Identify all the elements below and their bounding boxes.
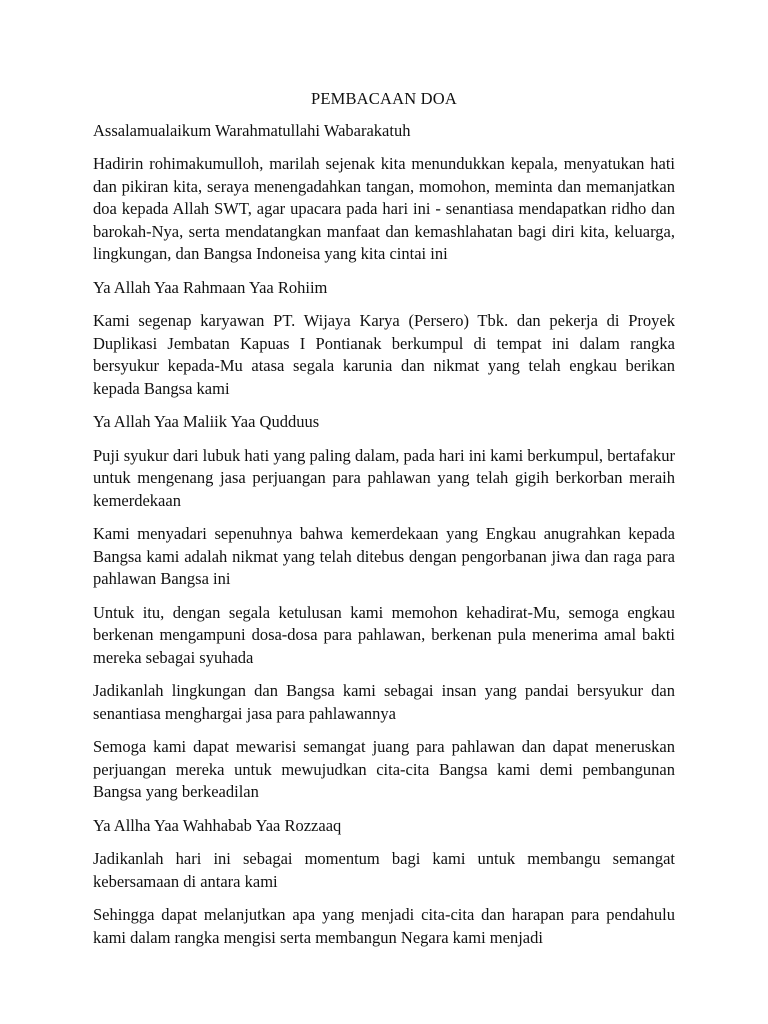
body-paragraph: Hadirin rohimakumulloh, marilah sejenak kita menundukkan kepala, menyatukan hati dan pikiran kita, seraya menengadahkan tangan, momohon, meminta dan memanjatkan doa kepada Allah SWT, agar upacara pada hari ini - senantiasa mendapatkan ridho dan barokah-Nya, serta mendatangkan manfaat dan kemashlahatan bagi diri kita, keluarga, lingkungan, dan Bangsa Indoneisa yang kita cintai ini (93, 154, 675, 263)
body-paragraph: Sehingga dapat melanjutkan apa yang menjadi cita-cita dan harapan para pendahulu kami dalam rangka mengisi serta membangun Negara kami menjadi (93, 905, 675, 947)
body-paragraph: Semoga kami dapat mewarisi semangat juang para pahlawan dan dapat meneruskan perjuangan mereka untuk mewujudkan cita-cita Bangsa kami demi pembangunan Bangsa yang berkeadilan (93, 737, 675, 801)
body-paragraph: Untuk itu, dengan segala ketulusan kami memohon kehadirat-Mu, semoga engkau berkenan mengampuni dosa-dosa para pahlawan, berkenan pula menerima amal bakti mereka sebagai syuhada (93, 602, 675, 667)
invocation-line: Ya Allha Yaa Wahhabab Yaa Rozzaaq (93, 815, 342, 835)
document-body (93, 88, 675, 960)
body-paragraph: Jadikanlah hari ini sebagai momentum bagi kami untuk membangu semangat kebersamaan di antara kami (93, 849, 675, 891)
body-paragraph: Kami segenap karyawan PT. Wijaya Karya (Persero) Tbk. dan pekerja di Proyek Duplikasi Jembatan Kapuas I Pontianak berkumpul di tempat ini dalam rangka bersyukur kepada-Mu atasa segala karunia dan nikmat yang telah engkau berikan kepada Bangsa kami (93, 311, 675, 398)
document-title: PEMBACAAN DOA (310, 89, 458, 108)
invocation-line: Ya Allah Yaa Maliik Yaa Qudduus (93, 412, 320, 431)
body-paragraph: Puji syukur dari lubuk hati yang paling dalam, pada hari ini kami berkumpul, bertafakur untuk mengenang jasa perjuangan para pahlawan yang telah gigih berkorban meraih kemerdekaan (93, 445, 675, 510)
invocation-line: Assalamualaikum Warahmatullahi Wabarakatuh (93, 120, 411, 140)
invocation-line: Ya Allah Yaa Rahmaan Yaa Rohiim (93, 277, 328, 297)
body-paragraph: Kami menyadari sepenuhnya bahwa kemerdekaan yang Engkau anugrahkan kepada Bangsa kami adalah nikmat yang telah ditebus dengan pengorbanan jiwa dan raga para pahlawan Bangsa ini (93, 524, 675, 588)
paragraph-list (93, 120, 675, 950)
body-paragraph: Jadikanlah lingkungan dan Bangsa kami sebagai insan yang pandai bersyukur dan senantiasa menghargai jasa para pahlawannya (93, 681, 675, 723)
